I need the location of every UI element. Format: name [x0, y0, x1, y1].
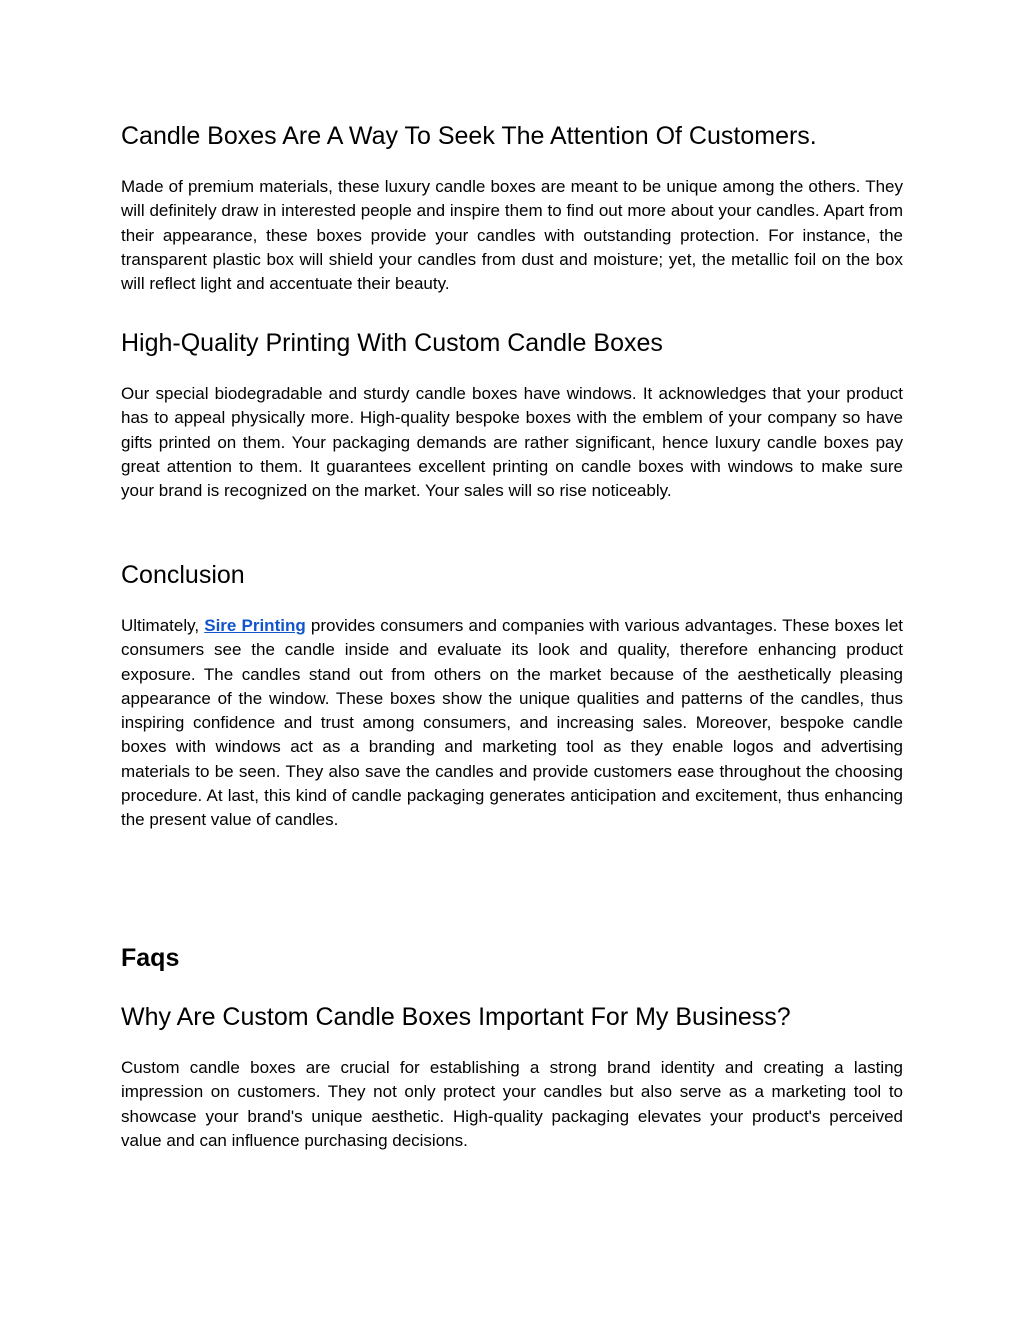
conclusion-text-before-link: Ultimately, [121, 616, 205, 635]
section-heading-printing: High-Quality Printing With Custom Candle Boxes [121, 329, 663, 357]
section-heading-attention: Candle Boxes Are A Way To Seek The Attention Of Customers. [121, 122, 817, 150]
faq-question-heading: Why Are Custom Candle Boxes Important For My Business? [121, 1003, 791, 1031]
faqs-heading: Faqs [121, 944, 180, 972]
section-paragraph-conclusion [121, 614, 903, 833]
sire-printing-link[interactable]: Sire Printing [204, 616, 306, 635]
conclusion-text-after-link: provides consumers and companies with various advantages. These boxes let consumers see the candle inside and evaluate its look and quality, therefore enhancing product exposure. The candles stand out from others on the market because of the aesthetically pleasing appearance of the window. These boxes show the unique qualities and patterns of the candles, thus inspiring confidence and trust among consumers, and increasing sales. Moreover, bespoke candle boxes with windows act as a branding and marketing tool as they enable logos and advertising materials to be seen. They also save the candles and provide customers ease throughout the choosing procedure. At last, this kind of candle packaging generates anticipation and excitement, thus enhancing the present value of candles. [121, 616, 904, 830]
section-paragraph-attention: Made of premium materials, these luxury candle boxes are meant to be unique among the others. They will definitely draw in interested people and inspire them to find out more about your candles. Apart from their appearance, these boxes provide your candles with outstanding protection. For instance, the transparent plastic box will shield your candles from dust and moisture; yet, the metallic foil on the box will reflect light and accentuate their beauty. [121, 177, 903, 294]
faq-answer-paragraph: Custom candle boxes are crucial for establishing a strong brand identity and creating a lasting impression on customers. They not only protect your candles but also serve as a marketing tool to showcase your brand's unique aesthetic. High-quality packaging elevates your product's perceived value and can influence purchasing decisions. [121, 1058, 903, 1150]
section-paragraph-printing: Our special biodegradable and sturdy candle boxes have windows. It acknowledges that your product has to appeal physically more. High-quality bespoke boxes with the emblem of your company so have gifts printed on them. Your packaging demands are rather significant, hence luxury candle boxes pay great attention to them. It guarantees excellent printing on candle boxes with windows to make sure your brand is recognized on the market. Your sales will so rise noticeably. [121, 384, 903, 501]
section-heading-conclusion: Conclusion [121, 561, 245, 589]
